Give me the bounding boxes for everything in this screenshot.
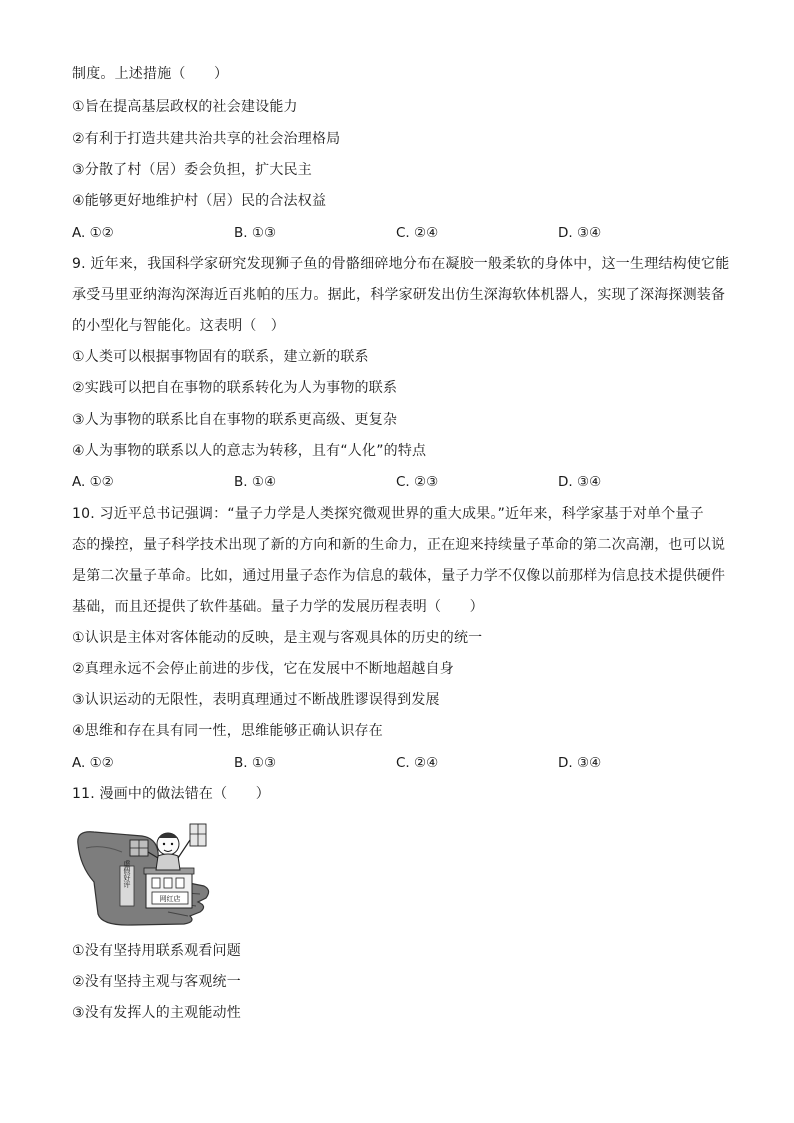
- q10-stem-line-2: 态的操控，量子科学技术出现了新的方向和新的生命力，正在迎来持续量子革命的第二次高潮，也可以说: [72, 537, 726, 553]
- q8-statement-3: ③分散了村（居）委会负担，扩大民主: [72, 162, 312, 178]
- shop-sign-text: 网红店: [159, 895, 181, 903]
- q8-intro: 制度。上述措施（ ）: [72, 66, 229, 82]
- q10-stem-line-1: 10. 习近平总书记强调：“量子力学是人类探究微观世界的重大成果。”近年来，科学家基于对单个量子: [72, 506, 704, 522]
- q10-stem-line-3: 是第二次量子革命。比如，通过用量子态作为信息的载体，量子力学不仅像以前那样为信息技术提供硬件: [72, 568, 726, 584]
- q11-stem: 11. 漫画中的做法错在（ ）: [72, 786, 270, 802]
- hand-sign-text: 虚假好评: [123, 860, 131, 888]
- q10-statement-4: ④思维和存在具有同一性，思维能够正确认识存在: [72, 723, 383, 739]
- q9-statement-1: ①人类可以根据事物固有的联系，建立新的联系: [72, 349, 369, 365]
- q9-option-b[interactable]: B. ①④: [234, 474, 277, 490]
- person-body: [156, 854, 180, 870]
- cartoon-illustration: [72, 822, 220, 928]
- q8-statement-2: ②有利于打造共建共治共享的社会治理格局: [72, 131, 341, 147]
- q10-statement-2: ②真理永远不会停止前进的步伐，它在发展中不断地超越自身: [72, 661, 454, 677]
- q10-option-a[interactable]: A. ①②: [72, 755, 114, 771]
- q11-statement-2: ②没有坚持主观与客观统一: [72, 974, 241, 990]
- q8-option-c[interactable]: C. ②④: [396, 225, 439, 241]
- q9-option-c[interactable]: C. ②③: [396, 474, 439, 490]
- q9-statement-4: ④人为事物的联系以人的意志为转移，且有“人化”的特点: [72, 443, 427, 459]
- q8-option-d[interactable]: D. ③④: [558, 225, 602, 241]
- q8-statement-1: ①旨在提高基层政权的社会建设能力: [72, 99, 298, 115]
- q9-statement-2: ②实践可以把自在事物的联系转化为人为事物的联系: [72, 380, 398, 396]
- q10-option-c[interactable]: C. ②④: [396, 755, 439, 771]
- q10-statement-1: ①认识是主体对客体能动的反映，是主观与客观具体的历史的统一: [72, 630, 483, 646]
- q10-statement-3: ③认识运动的无限性，表明真理通过不断战胜谬误得到发展: [72, 692, 440, 708]
- q8-option-b[interactable]: B. ①③: [234, 225, 277, 241]
- q10-stem-line-4: 基础，而且还提供了软件基础。量子力学的发展历程表明（ ）: [72, 599, 484, 615]
- q9-stem-line-3: 的小型化与智能化。这表明（ ）: [72, 318, 285, 334]
- q8-option-a[interactable]: A. ①②: [72, 225, 114, 241]
- q9-stem-line-2: 承受马里亚纳海沟深海近百兆帕的压力。据此，科学家研发出仿生深海软体机器人，实现了深海探测装备: [72, 287, 726, 303]
- q9-stem-line-1: 9. 近年来，我国科学家研究发现狮子鱼的骨骼细碎地分布在凝胶一般柔软的身体中，这一生理结构使它能: [72, 256, 730, 272]
- q9-statement-3: ③人为事物的联系比自在事物的联系更高级、更复杂: [72, 412, 398, 428]
- q10-option-d[interactable]: D. ③④: [558, 755, 602, 771]
- q9-option-d[interactable]: D. ③④: [558, 474, 602, 490]
- q9-option-a[interactable]: A. ①②: [72, 474, 114, 490]
- q11-statement-3: ③没有发挥人的主观能动性: [72, 1005, 241, 1021]
- q11-statement-1: ①没有坚持用联系观看问题: [72, 943, 241, 959]
- q8-statement-4: ④能够更好地维护村（居）民的合法权益: [72, 193, 327, 209]
- q10-option-b[interactable]: B. ①③: [234, 755, 277, 771]
